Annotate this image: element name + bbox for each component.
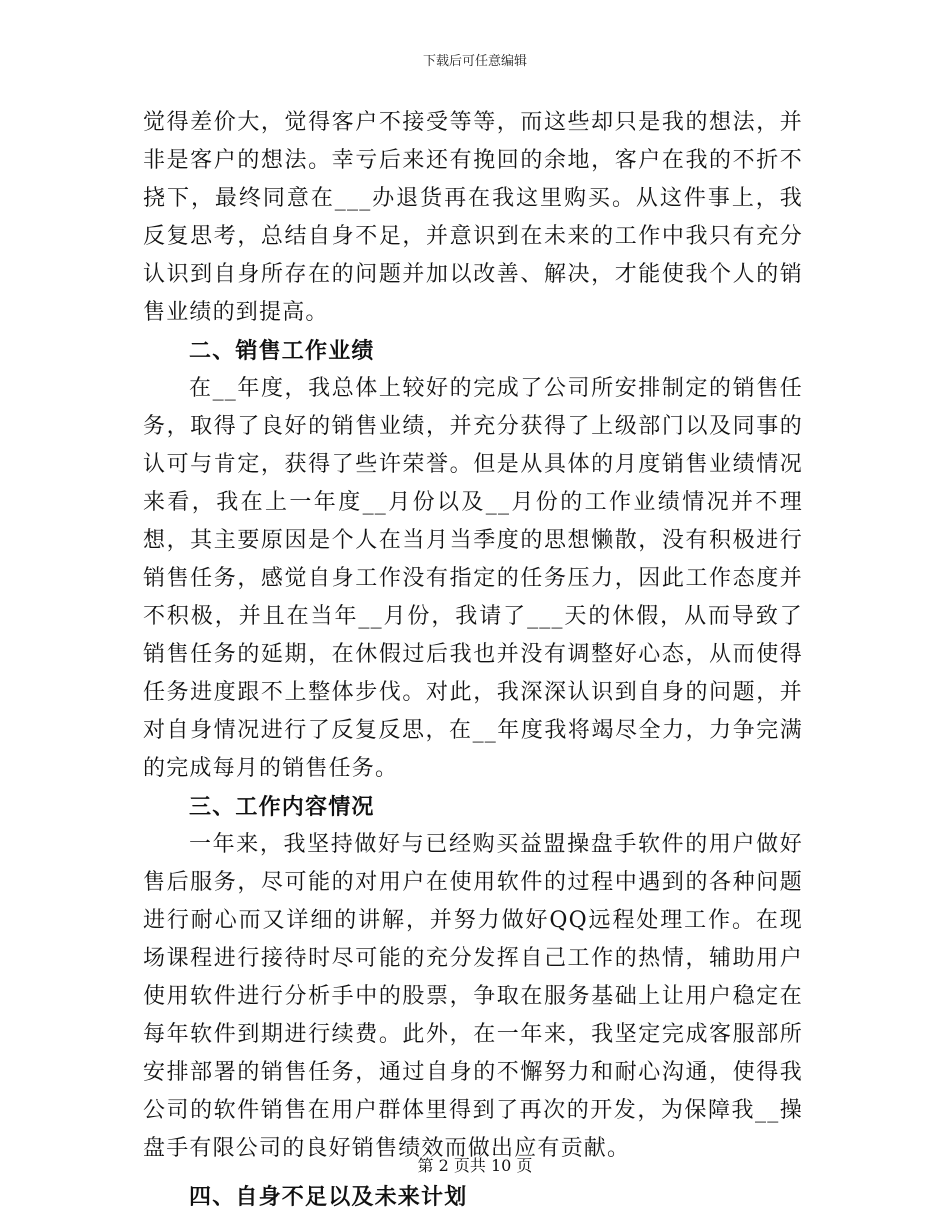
page-footer: 第 2 页共 10 页 xyxy=(417,1156,533,1175)
paragraph-work-content: 一年来，我坚持做好与已经购买益盟操盘手软件的用户做好售后服务，尽可能的对用户在使用软件的过程中遇到的各种问题进行耐心而又详细的讲解，并努力做好QQ远程处理工作。在现场课程进行接待时尽可能的充分发挥自己工作的热情，辅助用户使用软件进行分析手中的股票，争取在服务基础上让用户稳定在每年软件到期进行续费。此外，在一年来，我坚定完成客服部所安排部署的销售任务，通过自身的不懈努力和耐心沟通，使得我公司的软件销售在用户群体里得到了再次的开发，为保障我__操盘手有限公司的良好销售绩效而做出应有贡献。 xyxy=(143,832,803,1161)
paragraph-continued: 觉得差价大，觉得客户不接受等等，而这些却只是我的想法，并非是客户的想法。幸亏后来还有挽回的余地，客户在我的不折不挠下，最终同意在___办退货再在我这里购买。从这件事上，我反复思考，总结自身不足，并意识到在未来的工作中我只有充分认识到自身所存在的问题并加以改善、解决，才能使我个人的销售业绩的到提高。 xyxy=(143,110,803,325)
section-heading-work-content: 三、工作内容情况 xyxy=(189,794,375,820)
paragraph-sales-performance: 在__年度，我总体上较好的完成了公司所安排制定的销售任务，取得了良好的销售业绩，并充分获得了上级部门以及同事的认可与肯定，获得了些许荣誉。但是从具体的月度销售业绩情况来看，我在上一年度__月份以及__月份的工作业绩情况并不理想，其主要原因是个人在当月当季度的思想懒散，没有积极进行销售任务，感觉自身工作没有指定的任务压力，因此工作态度并不积极，并且在当年__月份，我请了___天的休假，从而导致了销售任务的延期，在休假过后我也并没有调整好心态，从而使得任务进度跟不上整体步伐。对此，我深深认识到自身的问题，并对自身情况进行了反复反思，在__年度我将竭尽全力，力争完满的完成每月的销售任务。 xyxy=(143,376,803,781)
page-header: 下载后可任意编辑 xyxy=(422,54,527,69)
section-heading-sales-performance: 二、销售工作业绩 xyxy=(189,338,375,364)
document-body xyxy=(143,104,803,1216)
section-heading-shortcomings-plans: 四、自身不足以及未来计划 xyxy=(189,1184,468,1210)
